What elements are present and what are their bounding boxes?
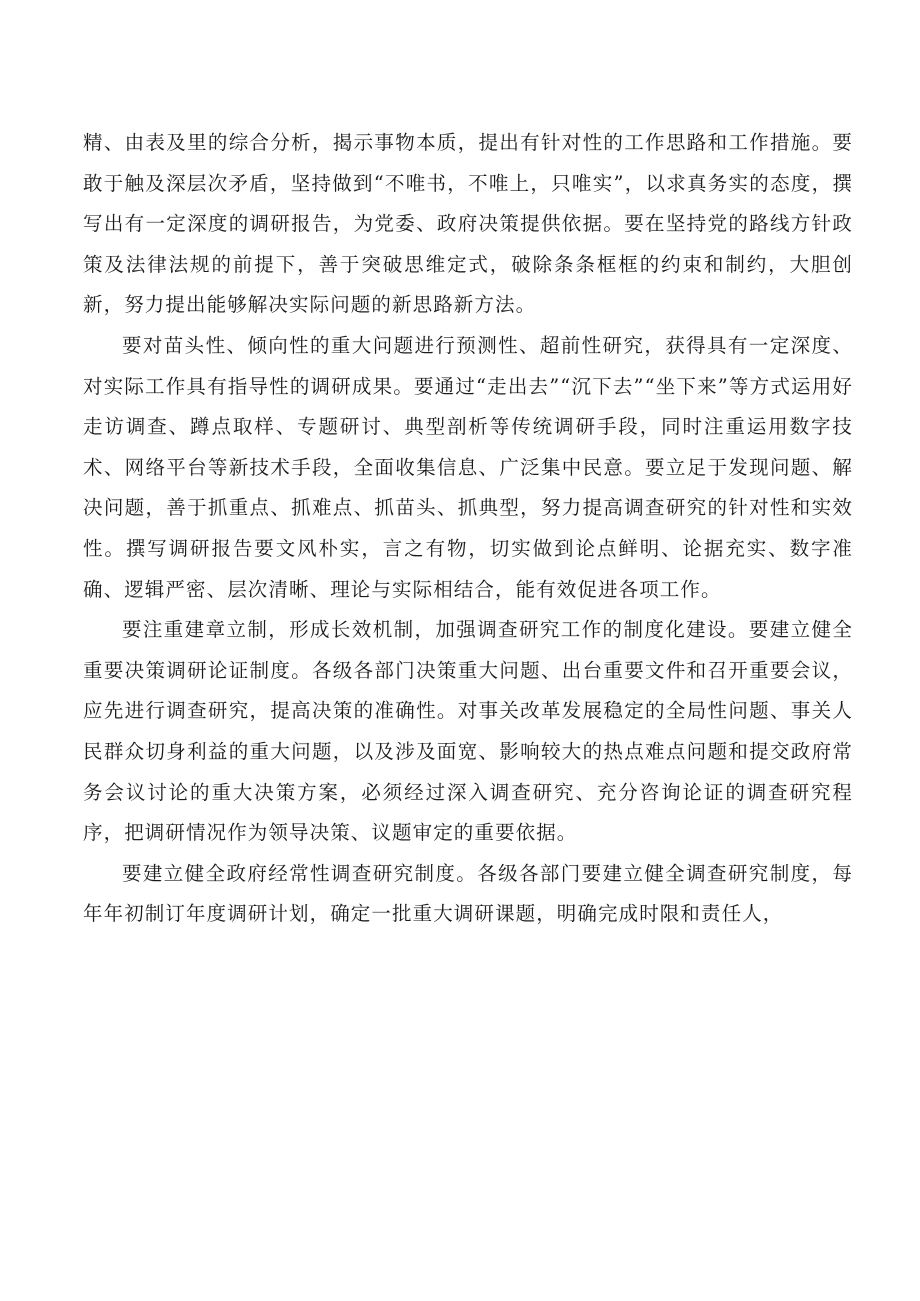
document-body: [83, 123, 853, 935]
paragraph-3: 要注重建章立制，形成长效机制，加强调查研究工作的制度化建设。要建立健全重要决策调研论证制度。各级各部门决策重大问题、出台重要文件和召开重要会议，应先进行调查研究，提高决策的准确性。对事关改革发展稳定的全局性问题、事关人民群众切身利益的重大问题，以及涉及面宽、影响较大的热点难点问题和提交政府常务会议讨论的重大决策方案，必须经过深入调查研究、充分咨询论证的调查研究程序，把调研情况作为领导决策、议题审定的重要依据。: [83, 618, 853, 845]
paragraph-4: 要建立健全政府经常性调查研究制度。各级各部门要建立健全调查研究制度，每年年初制订年度调研计划，确定一批重大调研课题，明确完成时限和责任人，: [83, 861, 853, 926]
paragraph-2: 要对苗头性、倾向性的重大问题进行预测性、超前性研究，获得具有一定深度、对实际工作具有指导性的调研成果。要通过“走出去”“沉下去”“坐下来”等方式运用好走访调查、蹲点取样、专题研讨、典型剖析等传统调研手段，同时注重运用数字技术、网络平台等新技术手段，全面收集信息、广泛集中民意。要立足于发现问题、解决问题，善于抓重点、抓难点、抓苗头、抓典型，努力提高调查研究的针对性和实效性。撰写调研报告要文风朴实，言之有物，切实做到论点鲜明、论据充实、数字准确、逻辑严密、层次清晰、理论与实际相结合，能有效促进各项工作。: [83, 333, 853, 601]
paragraph-1: 精、由表及里的综合分析，揭示事物本质，提出有针对性的工作思路和工作措施。要敢于触及深层次矛盾，坚持做到“不唯书，不唯上，只唯实”，以求真务实的态度，撰写出有一定深度的调研报告，为党委、政府决策提供依据。要在坚持党的路线方针政策及法律法规的前提下，善于突破思维定式，破除条条框框的约束和制约，大胆创新，努力提出能够解决实际问题的新思路新方法。: [83, 131, 853, 317]
